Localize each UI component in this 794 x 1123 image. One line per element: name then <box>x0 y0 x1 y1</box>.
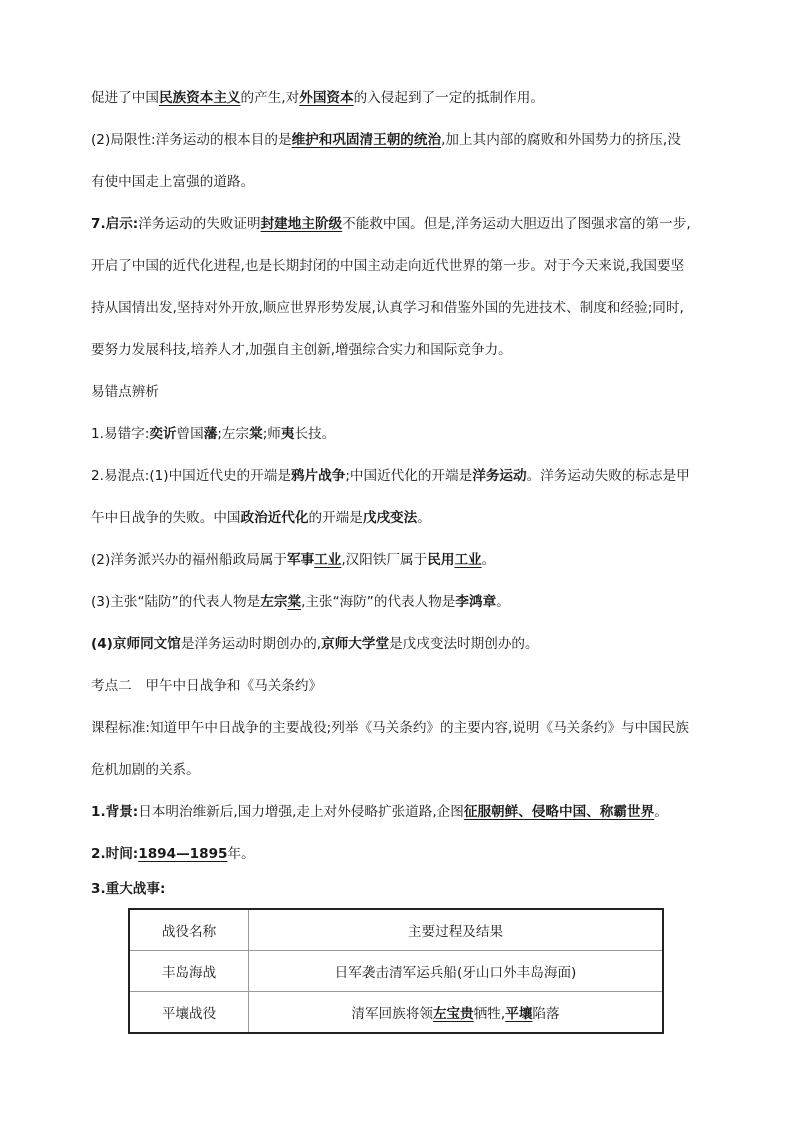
text: 促进了中国 <box>91 90 159 106</box>
table-header-cell: 主要过程及结果 <box>249 909 664 951</box>
item-2-line <box>91 551 495 569</box>
key-term: 藩 <box>203 426 218 442</box>
key-term: 民族资本主义 <box>158 90 241 106</box>
key-term: 工业 <box>454 552 482 568</box>
key-term: 民用 <box>427 552 455 568</box>
time-line <box>91 845 255 863</box>
text: 。 <box>481 552 496 568</box>
table-header-cell: 战役名称 <box>129 909 249 951</box>
key-term: 维护和巩固清王朝的统治 <box>291 132 442 148</box>
key-term: 李鸿章 <box>455 594 497 610</box>
item-3-line <box>91 593 510 611</box>
text: 日本明治维新后,国力增强,走上对外侵略扩张道路,企图 <box>138 804 464 820</box>
table-row <box>129 992 663 1034</box>
text: 洋务运动的失败证明 <box>138 216 261 232</box>
text: (2)洋务派兴办的福州船政局属于 <box>91 552 287 568</box>
text: 牺牲, <box>473 1006 506 1022</box>
limitation-line-2: 有使中国走上富强的道路。 <box>91 174 255 190</box>
key-term: 鸦片战争 <box>290 468 346 484</box>
text: 。 <box>496 594 510 610</box>
battle-desc-cell: 日军袭击清军运兵船(牙山口外丰岛海面) <box>249 951 664 992</box>
key-term: 封建地主阶级 <box>260 216 343 232</box>
battle-name-cell: 平壤战役 <box>129 992 249 1034</box>
text: 2.易混点:(1)中国近代史的开端是 <box>91 468 291 484</box>
text: (3)主张“陆防”的代表人物是 <box>91 594 261 610</box>
errors-heading: 易错点辨析 <box>91 384 159 400</box>
limitation-line <box>91 131 681 149</box>
text: ,加上其内部的腐败和外国势力的挤压,没 <box>441 132 681 148</box>
key-term: (4)京师同文馆 <box>91 636 181 652</box>
text: 的入侵起到了一定的抵制作用。 <box>353 90 544 106</box>
insight-line-3: 持从国情出发,坚持对外开放,顺应世界形势发展,认真学习和借鉴外国的先进技术、制度和经验;同时, <box>91 300 684 316</box>
text: 曾国 <box>176 426 204 442</box>
key-term: 戊戌变法 <box>362 510 418 526</box>
key-term: 征服朝鲜、侵略中国、称霸世界 <box>463 804 655 820</box>
table-row <box>129 951 663 992</box>
text: 长技。 <box>294 426 336 442</box>
key-term: 政治近代化 <box>240 510 309 526</box>
key-term: 奕䜣 <box>149 426 177 442</box>
insight-line-4: 要努力发展科技,培养人才,加强自主创新,增强综合实力和国际竞争力。 <box>91 342 512 358</box>
key-term: 左宝贵 <box>432 1006 474 1022</box>
insight-line <box>91 215 691 233</box>
key-term: 京师大学堂 <box>321 636 390 652</box>
key-term: 棠 <box>249 426 263 442</box>
significance-line <box>91 89 544 107</box>
battles-table <box>128 908 664 1034</box>
topic-2-heading: 考点二 甲午中日战争和《马关条约》 <box>91 678 323 694</box>
text: 。洋务运动失败的标志是甲 <box>526 468 690 484</box>
background-line <box>91 803 668 821</box>
key-term: 左宗 <box>260 594 288 610</box>
text: (2)局限性:洋务运动的根本目的是 <box>91 132 292 148</box>
battle-name-cell: 丰岛海战 <box>129 951 249 992</box>
key-term: 棠 <box>287 594 302 610</box>
confuse-line <box>91 467 690 485</box>
key-term: 洋务运动 <box>472 468 527 484</box>
battle-desc-cell <box>249 992 664 1034</box>
key-term: 外国资本 <box>299 90 354 106</box>
insight-line-2: 开启了中国的近代化进程,也是长期封闭的中国主动走向近代世界的第一步。对于今天来说,我国要坚 <box>91 258 685 274</box>
text: 的产生,对 <box>240 90 300 106</box>
text: 年。 <box>227 846 255 862</box>
text: ;中国近代化的开端是 <box>345 468 473 484</box>
course-standard-line: 课程标准:知道甲午中日战争的主要战役;列举《马关条约》的主要内容,说明《马关条约》与中国民族 <box>91 720 690 736</box>
text: 午中日战争的失败。中国 <box>91 510 241 526</box>
text: ;左宗 <box>217 426 250 442</box>
insight-label: 7.启示: <box>91 216 139 232</box>
key-term: 1894—1895 <box>138 846 228 862</box>
key-term: 平壤 <box>505 1006 533 1022</box>
text: 是洋务运动时期创办的, <box>180 636 322 652</box>
text: 。 <box>654 804 668 820</box>
key-term: 夷 <box>280 426 295 442</box>
key-term: 军事 <box>286 552 315 568</box>
text: ;师 <box>262 426 281 442</box>
text: 1.易错字: <box>91 426 150 442</box>
text: 的开端是 <box>308 510 363 526</box>
text: 。 <box>417 510 431 526</box>
battles-heading: 3.重大战事: <box>91 881 166 897</box>
background-label: 1.背景: <box>91 804 139 820</box>
typo-line <box>91 425 335 443</box>
key-term: 工业 <box>314 552 342 568</box>
text: ,主张“海防”的代表人物是 <box>301 594 456 610</box>
item-4-line <box>91 635 539 653</box>
text: 是戊戌变法时期创办的。 <box>389 636 539 652</box>
text: 陷落 <box>532 1006 560 1022</box>
confuse-line-2 <box>91 509 431 527</box>
table-header-row <box>129 909 663 951</box>
text: 不能救中国。但是,洋务运动大胆迈出了图强求富的第一步, <box>342 216 691 232</box>
text: ,汉阳铁厂属于 <box>341 552 428 568</box>
time-label: 2.时间: <box>91 846 139 862</box>
course-standard-line-2: 危机加剧的关系。 <box>91 762 200 778</box>
text: 清军回族将领 <box>351 1006 433 1022</box>
